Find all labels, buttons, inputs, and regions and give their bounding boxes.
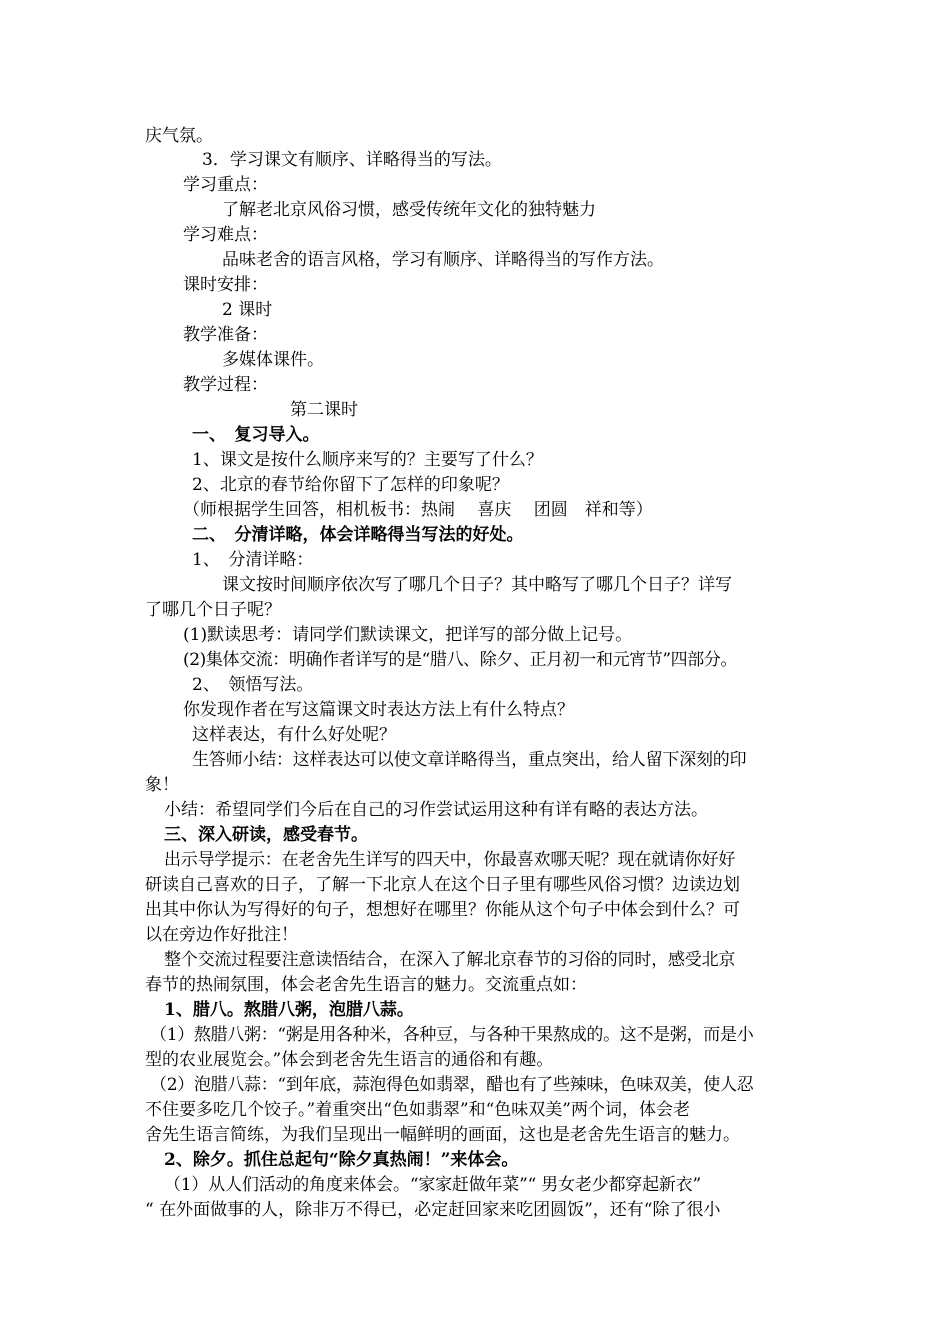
section-label: 教学过程： <box>183 375 268 395</box>
text-line: （师根据学生回答，相机板书：热闹 喜庆 团圆 祥和等） <box>183 500 653 520</box>
text-line: 以在旁边作好批注！ <box>145 925 298 945</box>
text-line: 2、北京的春节给你留下了怎样的印象呢？ <box>192 475 509 495</box>
heading: 2、除夕。抓住总起句“除夕真热闹！”来体会。 <box>164 1150 519 1170</box>
text-line: 出示导学提示：在老舍先生详写的四天中，你最喜欢哪天呢？现在就请你好好 <box>164 850 736 870</box>
section-label: 学习重点： <box>183 175 268 195</box>
text-line: 春节的热闹氛围，体会老舍先生语言的魅力。交流重点如： <box>145 975 587 995</box>
text-line: 不住要多吃几个饺子。”着重突出“色如翡翠”和“色味双美”两个词，体会老 <box>145 1100 690 1120</box>
heading: 1、腊八。熬腊八粥，泡腊八蒜。 <box>164 1000 414 1020</box>
heading: 三、深入研读，感受春节。 <box>164 825 368 845</box>
text-line: 课文按时间顺序依次写了哪几个日子？其中略写了哪几个日子？详写 <box>222 575 732 595</box>
text-line: 型的农业展览会。”体会到老舍先生语言的通俗和有趣。 <box>145 1050 554 1070</box>
text-line: 研读自己喜欢的日子，了解一下北京人在这个日子里有哪些风俗习惯？边读边划 <box>145 875 740 895</box>
text-line: (1)默读思考：请同学们默读课文，把详写的部分做上记号。 <box>183 625 633 645</box>
heading: 一、 复习导入。 <box>192 425 320 445</box>
text-line: 整个交流过程要注意读悟结合，在深入了解北京春节的习俗的同时，感受北京 <box>164 950 736 970</box>
text-line: 了解老北京风俗习惯，感受传统年文化的独特魅力 <box>222 200 596 220</box>
section-label: 课时安排： <box>183 275 268 295</box>
text-line: 品味老舍的语言风格，学习有顺序、详略得当的写作方法。 <box>222 250 664 270</box>
text-line: 2 课时 <box>222 300 273 320</box>
text-line: 你发现作者在写这篇课文时表达方法上有什么特点？ <box>183 700 574 720</box>
lesson-title: 第二课时 <box>290 400 358 420</box>
text-line: 小结：希望同学们今后在自己的习作尝试运用这种有详有略的表达方法。 <box>164 800 708 820</box>
text-line: （1）从人们活动的角度来体会。“家家赶做年菜”“ 男女老少都穿起新衣” <box>164 1175 701 1195</box>
text-line: 1、 分清详略： <box>192 550 314 570</box>
text-line: 象！ <box>145 775 179 795</box>
text-line: 庆气氛。 <box>145 126 213 146</box>
text-line: (2)集体交流：明确作者详写的是“腊八、除夕、正月初一和元宵节”四部分。 <box>183 650 738 670</box>
text-line: （1）熬腊八粥：“粥是用各种米，各种豆，与各种干果熬成的。这不是粥，而是小 <box>150 1025 754 1045</box>
text-line: 舍先生语言简练，为我们呈现出一幅鲜明的画面，这也是老舍先生语言的魅力。 <box>145 1125 740 1145</box>
text-line: 3．学习课文有顺序、详略得当的写法。 <box>202 150 502 170</box>
text-line: （2）泡腊八蒜：“到年底，蒜泡得色如翡翠，醋也有了些辣味，色味双美，使人忍 <box>150 1075 754 1095</box>
section-label: 学习难点： <box>183 225 268 245</box>
section-label: 教学准备： <box>183 325 268 345</box>
text-line: 2、 领悟写法。 <box>192 675 314 695</box>
text-line: 这样表达，有什么好处呢？ <box>192 725 396 745</box>
text-line: 生答师小结：这样表达可以使文章详略得当，重点突出，给人留下深刻的印 <box>192 750 747 770</box>
text-line: 了哪几个日子呢？ <box>145 600 281 620</box>
text-line: 出其中你认为写得好的句子，想想好在哪里？你能从这个句子中体会到什么？可 <box>145 900 740 920</box>
heading: 二、 分清详略，体会详略得当写法的好处。 <box>192 525 524 545</box>
text-line: 1、课文是按什么顺序来写的？主要写了什么？ <box>192 450 543 470</box>
text-line: 多媒体课件。 <box>222 350 324 370</box>
text-line: “ 在外面做事的人，除非万不得已，必定赶回家来吃团圆饭”，还有“除了很小 <box>145 1200 721 1220</box>
